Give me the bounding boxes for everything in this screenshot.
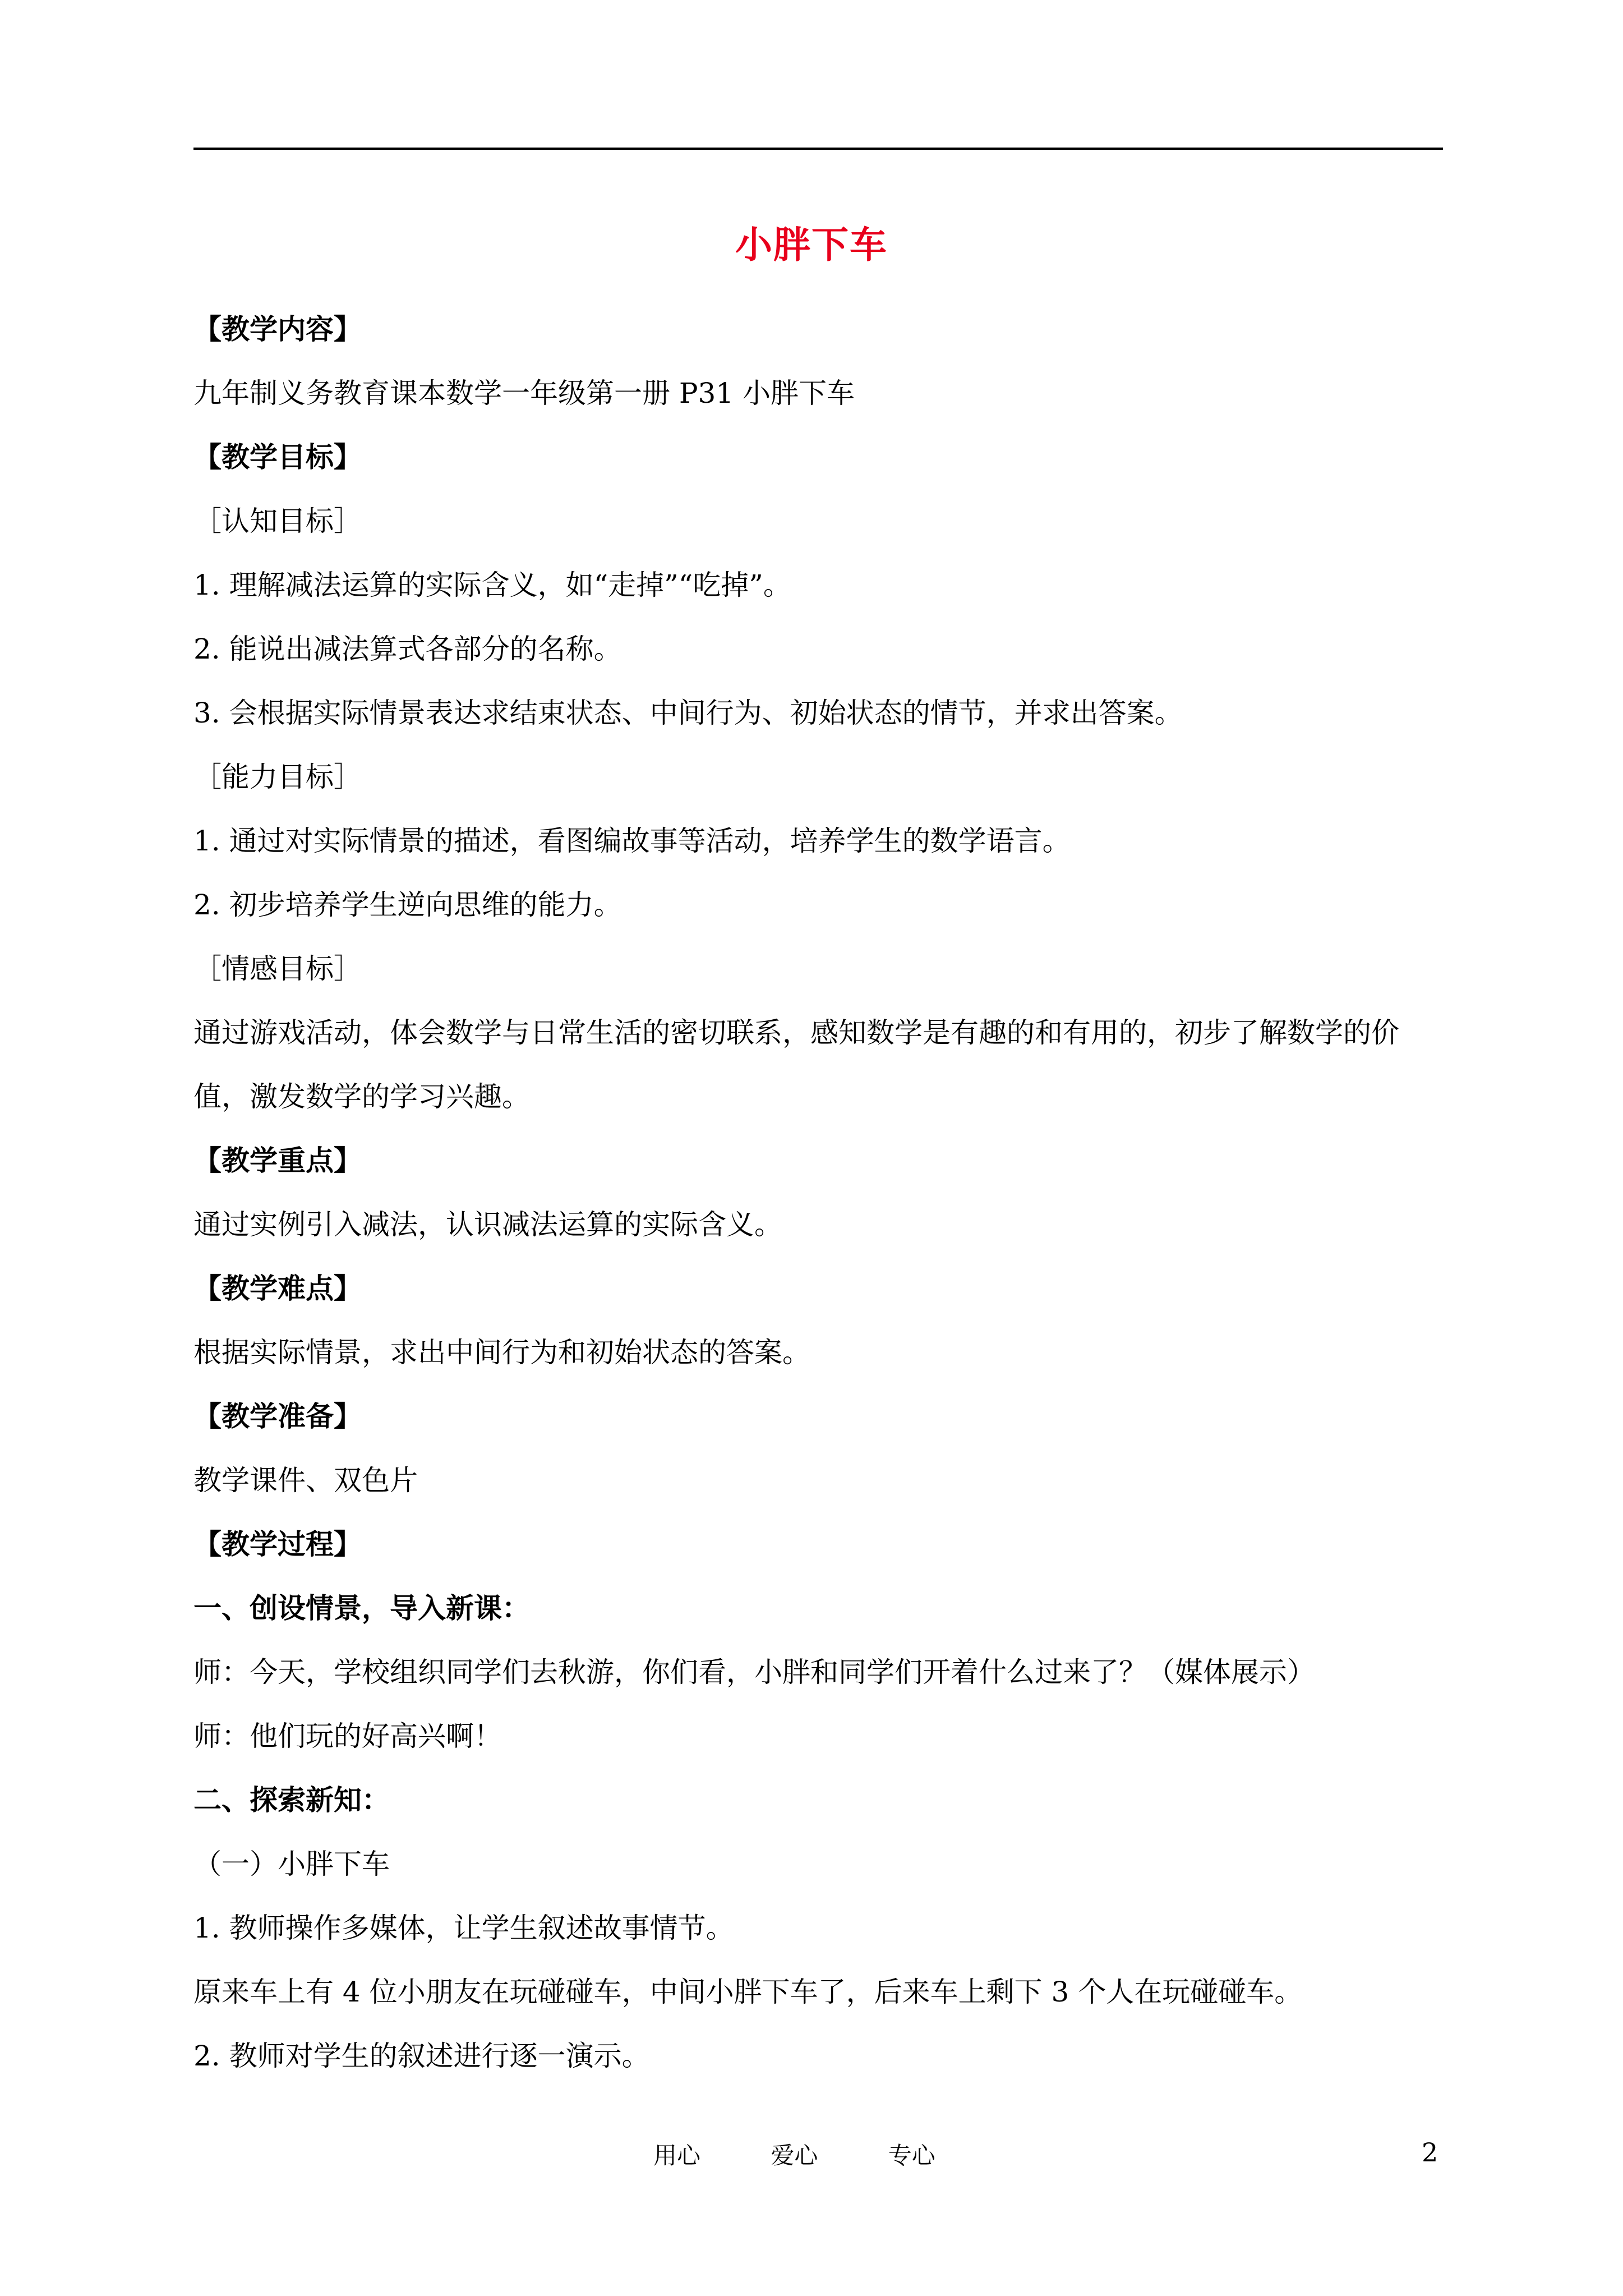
section-heading: 【教学目标】 [193,441,362,473]
body-line: 根据实际情景，求出中间行为和初始状态的答案。 [193,1336,810,1369]
page-number: 2 [1422,2137,1438,2168]
body-line: ［情感目标］ [193,953,362,985]
body-line: 2. 教师对学生的叙述进行逐一演示。 [193,2040,650,2072]
body-line: 师：他们玩的好高兴啊！ [193,1720,502,1752]
body-line: 九年制义务教育课本数学一年级第一册 P31 小胖下车 [193,377,855,409]
footer-motto-word: 爱心 [771,2142,818,2169]
body-line: 通过游戏活动，体会数学与日常生活的密切联系，感知数学是有趣的和有用的，初步了解数学的价 [193,1016,1399,1049]
body-line: 原来车上有 4 位小朋友在玩碰碰车，中间小胖下车了，后来车上剩下 3 个人在玩碰碰车。 [193,1976,1303,2008]
body-line: 师：今天，学校组织同学们去秋游，你们看，小胖和同学们开着什么过来了？（媒体展示） [193,1656,1315,1688]
body-line: 2. 初步培养学生逆向思维的能力。 [193,889,622,921]
footer-motto-word: 专心 [888,2142,935,2169]
document-body [193,297,1444,2088]
section-heading: 【教学内容】 [193,313,362,346]
body-line: 1. 教师操作多媒体，让学生叙述故事情节。 [193,1912,734,1944]
section-heading: 【教学准备】 [193,1400,362,1433]
section-heading: 【教学重点】 [193,1144,362,1177]
body-line: （一）小胖下车 [193,1848,390,1880]
body-line: 通过实例引入减法，认识减法运算的实际含义。 [193,1208,782,1241]
section-heading: 【教学过程】 [193,1528,362,1561]
body-line: 2. 能说出减法算式各部分的名称。 [193,633,622,665]
header-rule [193,148,1443,150]
body-line: 3. 会根据实际情景表达求结束状态、中间行为、初始状态的情节，并求出答案。 [193,697,1183,729]
body-line: 值，激发数学的学习兴趣。 [193,1080,530,1113]
body-line: ［认知目标］ [193,505,362,537]
document-title: 小胖下车 [735,223,888,266]
body-line: 1. 理解减法运算的实际含义，如“走掉”“吃掉”。 [193,569,791,601]
footer-motto [653,2137,998,2171]
section-heading: 【教学难点】 [193,1272,362,1305]
section-heading: 一、创设情景，导入新课： [193,1592,530,1625]
section-heading: 二、探索新知： [193,1784,390,1816]
footer-motto-word: 用心 [653,2142,701,2169]
body-line: ［能力目标］ [193,761,362,793]
body-line: 1. 通过对实际情景的描述，看图编故事等活动，培养学生的数学语言。 [193,825,1071,857]
body-line: 教学课件、双色片 [193,1464,418,1497]
